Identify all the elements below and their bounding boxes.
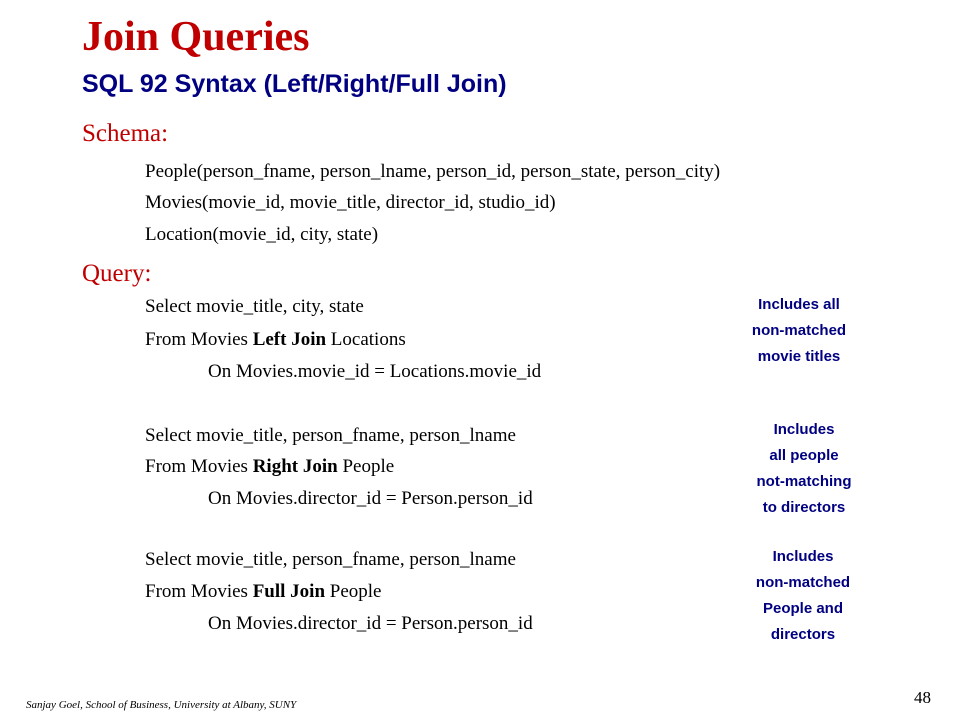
query2-on: On Movies.director_id = Person.person_id xyxy=(208,488,533,509)
query1-from-prefix: From Movies xyxy=(145,329,253,350)
slide-footer: Sanjay Goel, School of Business, University at Albany, SUNY xyxy=(26,699,297,711)
query3-from-suffix: People xyxy=(325,581,382,602)
schema-movies: Movies(movie_id, movie_title, director_id, studio_id) xyxy=(145,192,556,213)
query3-note xyxy=(718,544,888,648)
page-number: 48 xyxy=(914,688,931,707)
query3-from xyxy=(145,582,381,601)
query1-note-line: non-matched xyxy=(751,322,847,339)
query2-note-line: all people xyxy=(769,447,839,464)
query3-on: On Movies.director_id = Person.person_id xyxy=(208,613,533,634)
query3-note-line: non-matched xyxy=(755,574,851,591)
query2-from-prefix: From Movies xyxy=(145,456,253,477)
slide-title: Join Queries xyxy=(82,14,310,60)
schema-heading: Schema: xyxy=(82,120,169,147)
query1-note-line: Includes all xyxy=(758,296,840,313)
query2-note-line: Includes xyxy=(773,421,835,438)
schema-location: Location(movie_id, city, state) xyxy=(145,224,379,245)
query1-on: On Movies.movie_id = Locations.movie_id xyxy=(208,361,542,382)
query3-note-line: Includes xyxy=(772,548,834,565)
query3-note-line: directors xyxy=(770,626,836,643)
query3-note-line: People and xyxy=(762,600,844,617)
query3-select: Select movie_title, person_fname, person_lname xyxy=(145,549,516,570)
query2-note-line: to directors xyxy=(762,499,846,516)
query2-join-keyword: Right Join xyxy=(252,456,338,477)
query3-join-keyword: Full Join xyxy=(252,581,326,602)
query2-from-suffix: People xyxy=(337,456,395,477)
query1-join-keyword: Left Join xyxy=(252,329,327,350)
query-heading: Query: xyxy=(82,260,152,287)
slide-subtitle: SQL 92 Syntax (Left/Right/Full Join) xyxy=(82,70,507,98)
query3-from-prefix: From Movies xyxy=(145,581,253,602)
query1-from-suffix: Locations xyxy=(326,329,406,350)
schema-people: People(person_fname, person_lname, person_id, person_state, person_city) xyxy=(145,161,721,182)
query1-select: Select movie_title, city, state xyxy=(145,296,364,317)
query1-from xyxy=(145,330,406,349)
query2-note xyxy=(719,417,889,521)
query1-note xyxy=(714,292,884,370)
query2-note-line: not-matching xyxy=(756,473,852,490)
query1-note-line: movie titles xyxy=(757,348,841,365)
query2-select: Select movie_title, person_fname, person_lname xyxy=(145,425,516,446)
query2-from xyxy=(145,457,394,476)
